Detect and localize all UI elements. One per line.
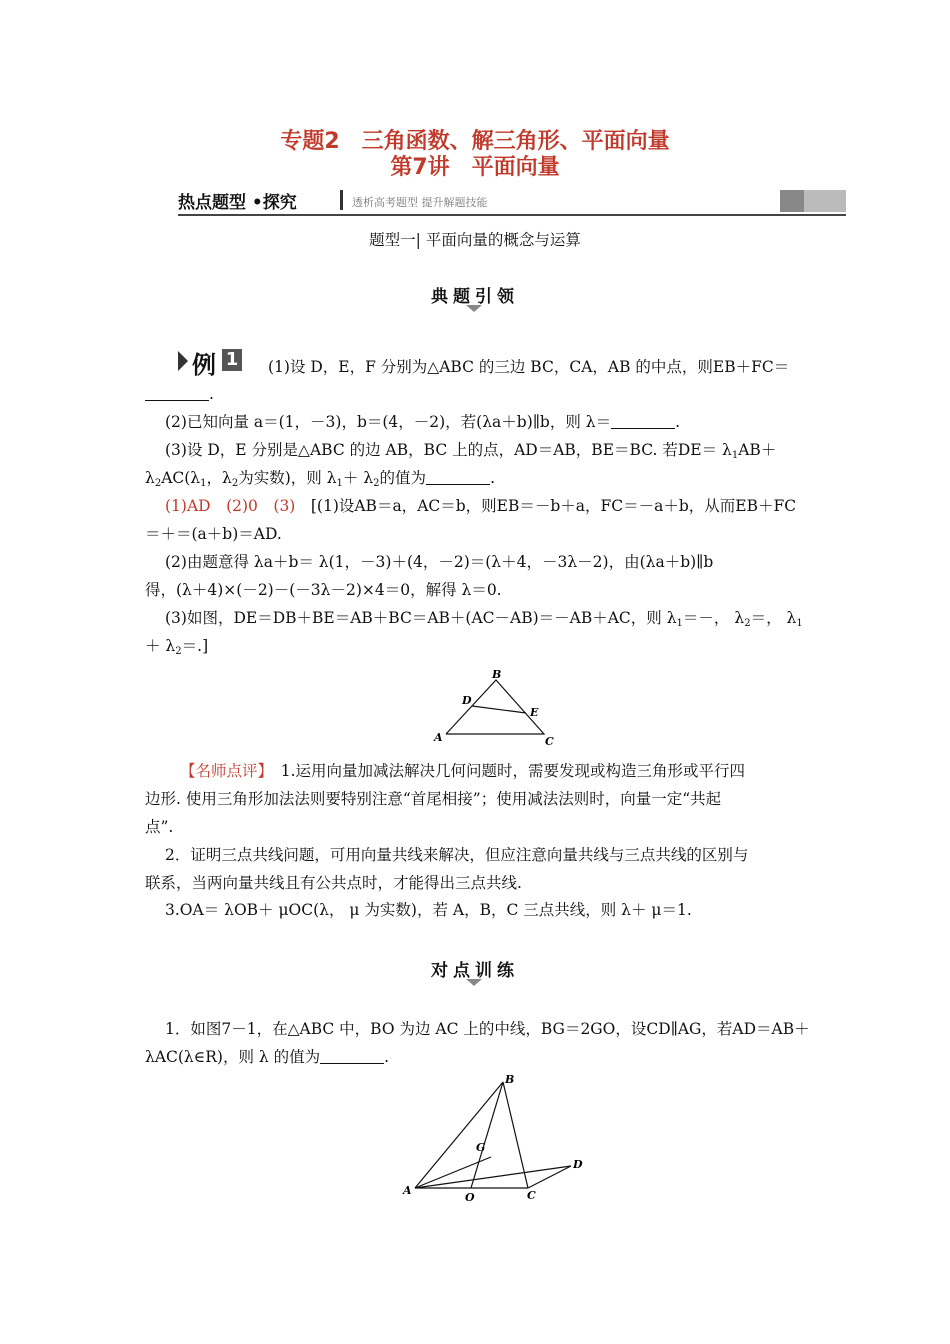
section-heading-examples: 典题引领 [431, 287, 519, 307]
comment-line-2: 边形. 使用三角形加法法则要特别注意“首尾相接”；使用减法法则时，向量一定“共起 [145, 790, 722, 808]
badge-label: 例 [192, 351, 216, 379]
label-e: E [530, 706, 539, 719]
label-d: D [573, 1158, 583, 1171]
badge-number: 1 [222, 349, 242, 371]
heading-arrow-icon [466, 305, 482, 312]
question-3-line [165, 439, 825, 467]
question-2-line [165, 411, 825, 433]
subscript: 2 [231, 478, 239, 489]
label-d: D [462, 694, 472, 707]
question-1-line: (1)设 D，E，F 分别为△ABC 的三边 BC，CA，AB 的中点，则EB＋FC＝ [268, 358, 790, 376]
label-g: G [476, 1141, 486, 1154]
question-3-line-2 [145, 467, 805, 495]
answer-blank [611, 414, 675, 429]
comment-line-1 [180, 760, 840, 782]
segment-bo [471, 1082, 503, 1188]
comment-point-3: 3.OA＝ λOB＋ μOC(λ， μ 为实数)，若 A，B，C 三点共线，则 λ＋ μ＝1. [165, 901, 692, 919]
answer-line-2b: 得，(λ＋4)×(－2)－(－3λ－2)×4＝0，解得 λ＝0. [145, 581, 502, 599]
segment-ad [415, 1166, 571, 1188]
solution-text: ＋ λ [145, 637, 176, 655]
solution-text: (3)如图，DE＝DB＋BE＝AB＋BC＝AB＋(AC－AB)＝－AB＋AC，则 λ [165, 609, 677, 627]
solution-text: ＝.] [181, 637, 209, 655]
lecture-title: 第7讲 平面向量 [390, 155, 560, 180]
triangle-figure-2 [395, 1070, 595, 1205]
label-b: B [492, 668, 502, 681]
period: . [490, 469, 495, 487]
training-question-line-2 [145, 1046, 805, 1068]
training-question-line: 1．如图7－1，在△ABC 中，BO 为边 AC 上的中线，BG＝2GO，设CD∥AG，若AD＝AB＋ [165, 1020, 810, 1038]
subscript: 1 [336, 478, 343, 489]
comment-line-3: 点”. [145, 818, 174, 836]
banner-title: 热点题型 •探究 [178, 193, 297, 213]
label-c: C [527, 1189, 536, 1202]
banner-divider [340, 190, 343, 210]
subscript: 2 [154, 478, 162, 489]
question-3-text: (3)设 D，E 分别是△ABC 的边 AB，BC 上的点，AD＝AB，BE＝BC. 若DE＝ λ [165, 441, 732, 459]
subscript: 1 [676, 618, 683, 629]
badge-arrow-icon [178, 351, 188, 371]
subscript: 1 [731, 450, 739, 461]
label-b: B [505, 1073, 515, 1086]
text: ，λ [206, 469, 232, 487]
text: λ [145, 469, 155, 487]
solution-text: ＝－， λ [682, 609, 745, 627]
answer-line-3b [145, 635, 805, 663]
question-1-answer-line [145, 383, 805, 405]
question-2-text: (2)已知向量 a＝(1，－3)，b＝(4，－2)，若(λa＋b)∥b，则 λ＝ [165, 413, 612, 431]
answer-blank [145, 386, 209, 401]
label-o: O [465, 1191, 475, 1204]
problem-type-title: 题型一| 平面向量的概念与运算 [369, 231, 581, 249]
section-banner [178, 188, 846, 216]
heading-arrow-icon [466, 979, 482, 986]
label-a: A [403, 1184, 412, 1197]
text: 为实数)，则 λ [238, 469, 337, 487]
subscript: 1 [200, 478, 207, 489]
answer-line-3 [165, 607, 825, 635]
comment-point-2b: 联系，当两向量共线且有公共点时，才能得出三点共线. [145, 874, 522, 892]
period: . [209, 385, 214, 403]
solution-text: ＝， λ [750, 609, 797, 627]
subscript: 2 [175, 646, 182, 657]
comment-point-2: 2．证明三点共线问题，可用向量共线来解决，但应注意向量共线与三点共线的区别与 [165, 846, 749, 864]
training-text: λAC(λ∈R)，则 λ 的值为 [145, 1048, 321, 1066]
solution-text: [(1)设AB＝a，AC＝b，则EB＝－b＋a，FC＝－a＋b，从而EB＋FC [295, 497, 797, 515]
answer-blank [426, 470, 490, 485]
chapter-title: 专题2 三角函数、解三角形、平面向量 [280, 129, 670, 154]
answer-line-2: (2)由题意得 λa＋b＝ λ(1，－3)＋(4，－2)＝(λ＋4，－3λ－2)，由(λa＋b)∥b [165, 553, 714, 571]
answer-key: (1)AD (2)0 (3) [165, 497, 296, 515]
text: AC(λ [161, 469, 201, 487]
answer-line-1b: ＝＋＝(a＋b)＝AD. [145, 525, 282, 543]
segment-de [472, 706, 526, 713]
answer-line-1 [165, 495, 825, 517]
banner-rule [178, 214, 846, 216]
text: 的值为 [379, 469, 427, 487]
section-heading-training: 对点训练 [431, 961, 519, 981]
subscript: 1 [796, 618, 803, 629]
label-c: C [545, 735, 554, 748]
subscript: 2 [744, 618, 751, 629]
question-3-text: AB＋ [738, 441, 777, 459]
label-a: A [434, 731, 443, 744]
comment-tag: 【名师点评】 [180, 762, 266, 780]
period: . [675, 413, 681, 431]
triangle-figure-1 [420, 665, 570, 750]
example-badge [178, 347, 244, 379]
banner-decoration [780, 190, 846, 212]
subscript: 2 [373, 478, 380, 489]
period: . [384, 1048, 390, 1066]
text: ＋ λ [342, 469, 374, 487]
banner-subtitle: 透析高考题型 提升解题技能 [352, 196, 488, 209]
segment-ag [415, 1157, 491, 1188]
answer-blank [320, 1049, 384, 1064]
comment-text: 1.运用向量加减法解决几何问题时，需要发现或构造三角形或平行四 [265, 762, 746, 780]
segment-ab [415, 1082, 503, 1188]
